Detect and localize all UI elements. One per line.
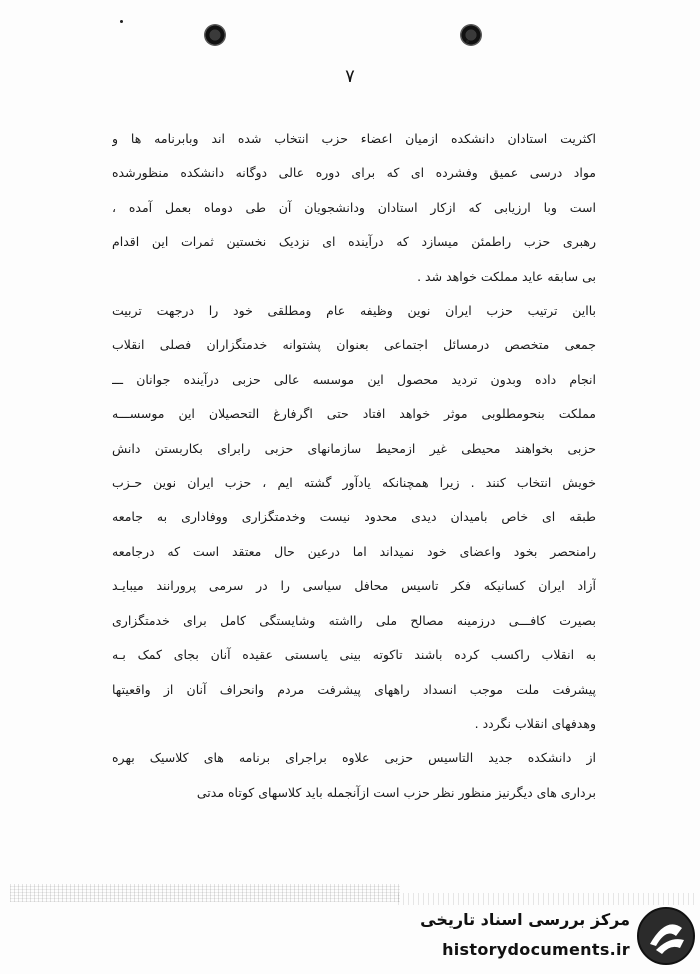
text-line: از دانشکده جدید التاسیس حزبی علاوه براجرای برنامه های کلاسیک بهره	[112, 750, 596, 766]
text-line: آزاد ایران کسانیکه فکر تاسیس محافل سیاسی را در سرمی پرورانند میبایـد	[112, 578, 596, 594]
watermark	[410, 900, 696, 970]
text-line: طبقه ای خاص بامیدان دیدی محدود نیست وخدمتگزاری ووفاداری به جامعه	[112, 509, 596, 525]
scan-speck	[120, 20, 123, 23]
text-line: حزبی بخواهند محیطی غیر ازمحیط سازمانهای حزبی رابرای بکاربستن دانش	[112, 440, 596, 456]
text-line: بصیرت کافـــی درزمینه مصالح ملی رااشته وشایستگی کامل برای خدمتگزاری	[112, 612, 596, 628]
text-line: بااین ترتیب حزب ایران نوین وظیفه عام ومطلقی خود را درجهت تربیت	[112, 303, 596, 319]
scan-speck	[466, 40, 469, 43]
text-line: برداری های دیگرنیز منظور نظر حزب است ازآنجمله باید کلاسهای کوتاه مدتی	[196, 784, 596, 800]
text-line: اکثریت استادان دانشکده ازمیان اعضاء حزب انتخاب شده اند وبابرنامه ها و	[112, 131, 596, 146]
text-line: به انقلاب راکسب کرده باشند تاکوته بینی یاسستی عقیده آنان بجای کمک بـه	[112, 647, 596, 663]
text-line: بی سابقه عاید مملکت خواهد شد .	[417, 268, 596, 284]
text-line: وهدفهای انقلاب نگردد .	[474, 715, 596, 731]
document-body	[112, 122, 596, 810]
page-number: ٧	[345, 66, 355, 87]
archive-seal-icon	[636, 906, 696, 966]
punch-hole-icon	[204, 24, 226, 46]
text-line: مملکت بنحومطلوبی موثر خواهد افتاد حتی اگرفارغ التحصیلان این موسســـه	[112, 406, 596, 422]
text-line: پیشرفت ملت موجب انسداد راههای پیشرفت مردم وانحراف آنان از واقعیتها	[112, 681, 596, 697]
text-line: رامنحصر بخود واعضای خود نمیداند اما درعین حال معتقد است که درجامعه	[112, 543, 596, 559]
text-line: رهبری حزب راطمئن میسازد که درآینده ای نزدیک نخستین ثمرات این اقدام	[112, 234, 596, 250]
text-line: جمعی متخصص درمسائل اجتماعی بعنوان پشتوانه خدمتگزاران فصلی انقلاب	[112, 337, 596, 353]
scan-noise	[10, 884, 400, 902]
text-line: انجام داده وبدون تردید محصول این موسسه عالی حزبی درآینده جوانان ـــ	[112, 371, 596, 387]
punch-hole-icon	[460, 24, 482, 46]
watermark-title: مرکز بررسی اسناد تاریخی	[420, 910, 630, 929]
text-line: است وبا ارزیابی که ازکار استادان ودانشجویان آن طی دوماه بعمل آمده ،	[112, 199, 596, 215]
text-line: خویش انتخاب کنند . زیرا همچنانکه یادآور گشته ایم ، حزب ایران نوین حـزب	[112, 475, 596, 491]
text-line: مواد درسی عمیق وفشرده ای که برای دوره عالی دوگانه دانشکده منظورشده	[112, 165, 596, 181]
watermark-url: historydocuments.ir	[442, 940, 630, 959]
